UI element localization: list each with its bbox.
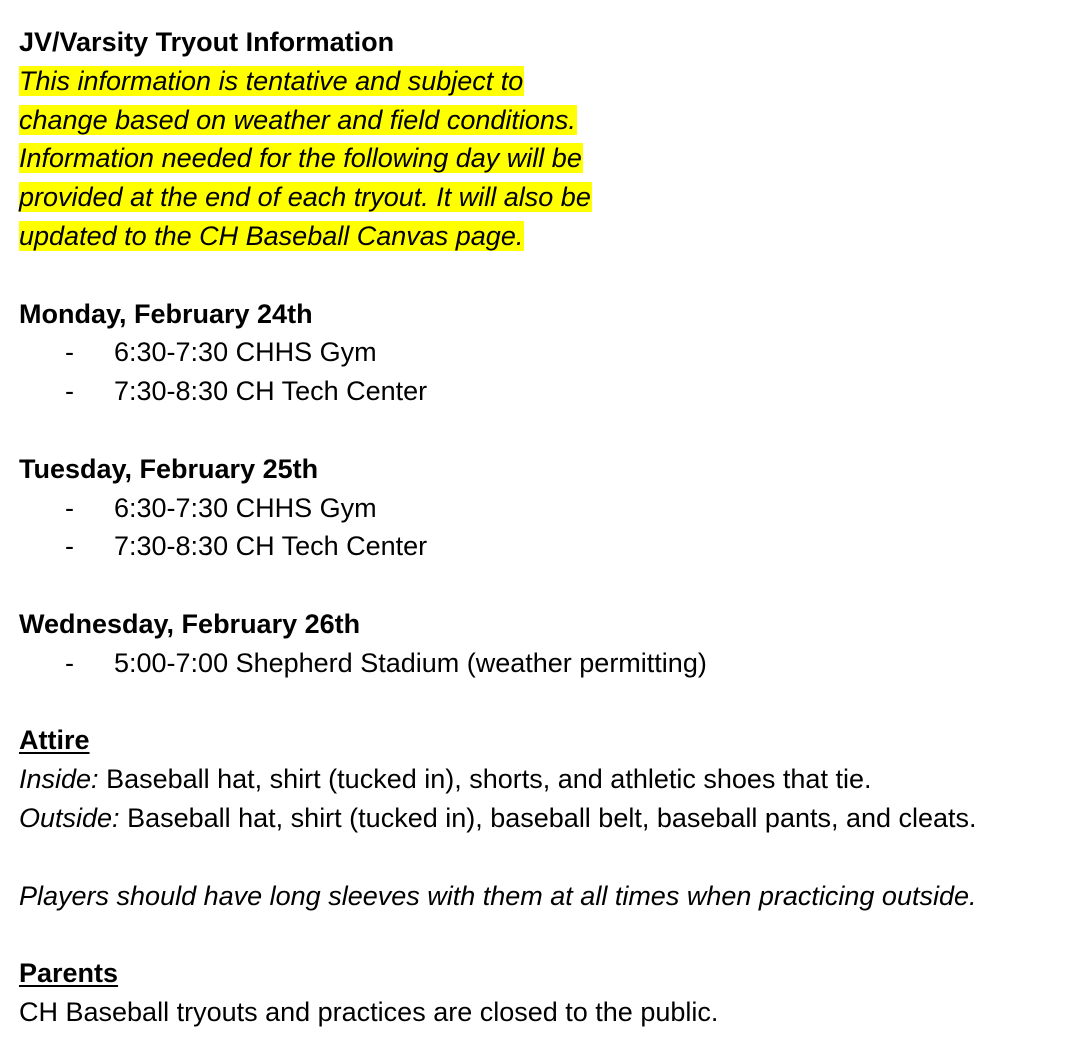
parents-section bbox=[19, 954, 1069, 1032]
notice-line: updated to the CH Baseball Canvas page. bbox=[19, 220, 524, 251]
schedule-item-text: 6:30-7:30 CHHS Gym bbox=[114, 337, 377, 368]
bullet-dash: - bbox=[65, 492, 74, 523]
bullet-dash: - bbox=[65, 376, 74, 407]
schedule-item-text: 7:30-8:30 CH Tech Center bbox=[114, 376, 428, 407]
document-title: JV/Varsity Tryout Information bbox=[19, 27, 395, 57]
notice-line: Information needed for the following day will be bbox=[19, 143, 582, 174]
day-heading: Wednesday, February 26th bbox=[19, 608, 361, 639]
schedule-tuesday bbox=[19, 450, 1069, 566]
notice-line: change based on weather and field conditions. bbox=[19, 104, 576, 135]
attire-note: Players should have long sleeves with them at all times when practicing outside. bbox=[19, 880, 977, 911]
schedule-monday bbox=[19, 295, 1069, 411]
parents-heading: Parents bbox=[19, 958, 119, 989]
bullet-dash: - bbox=[65, 337, 74, 368]
schedule-item-text: 5:00-7:00 Shepherd Stadium (weather permitting) bbox=[114, 647, 707, 678]
schedule-wednesday bbox=[19, 605, 1069, 683]
tentative-notice bbox=[19, 62, 1069, 256]
document bbox=[19, 23, 1069, 1032]
schedule-item bbox=[19, 372, 1069, 411]
attire-heading: Attire bbox=[19, 725, 90, 756]
attire-inside bbox=[19, 760, 1069, 799]
bullet-dash: - bbox=[65, 531, 74, 562]
bullet-dash: - bbox=[65, 647, 74, 678]
attire-section bbox=[19, 721, 1069, 915]
schedule-item-text: 6:30-7:30 CHHS Gym bbox=[114, 492, 377, 523]
schedule-item bbox=[19, 333, 1069, 372]
schedule-item-text: 7:30-8:30 CH Tech Center bbox=[114, 531, 428, 562]
attire-outside-label: Outside: bbox=[19, 802, 120, 833]
parents-text: CH Baseball tryouts and practices are closed to the public. bbox=[19, 996, 719, 1027]
notice-line: provided at the end of each tryout. It will also be bbox=[19, 182, 591, 213]
day-heading: Monday, February 24th bbox=[19, 298, 313, 329]
schedule-item bbox=[19, 644, 1069, 683]
attire-inside-label: Inside: bbox=[19, 764, 99, 795]
attire-outside-text: Baseball hat, shirt (tucked in), baseball belt, baseball pants, and cleats. bbox=[119, 802, 977, 833]
schedule-item bbox=[19, 527, 1069, 566]
schedule-item bbox=[19, 489, 1069, 528]
attire-outside bbox=[19, 799, 1069, 838]
attire-inside-text: Baseball hat, shirt (tucked in), shorts, and athletic shoes that tie. bbox=[98, 764, 872, 795]
notice-line: This information is tentative and subject to bbox=[19, 65, 524, 96]
day-heading: Tuesday, February 25th bbox=[19, 453, 319, 484]
